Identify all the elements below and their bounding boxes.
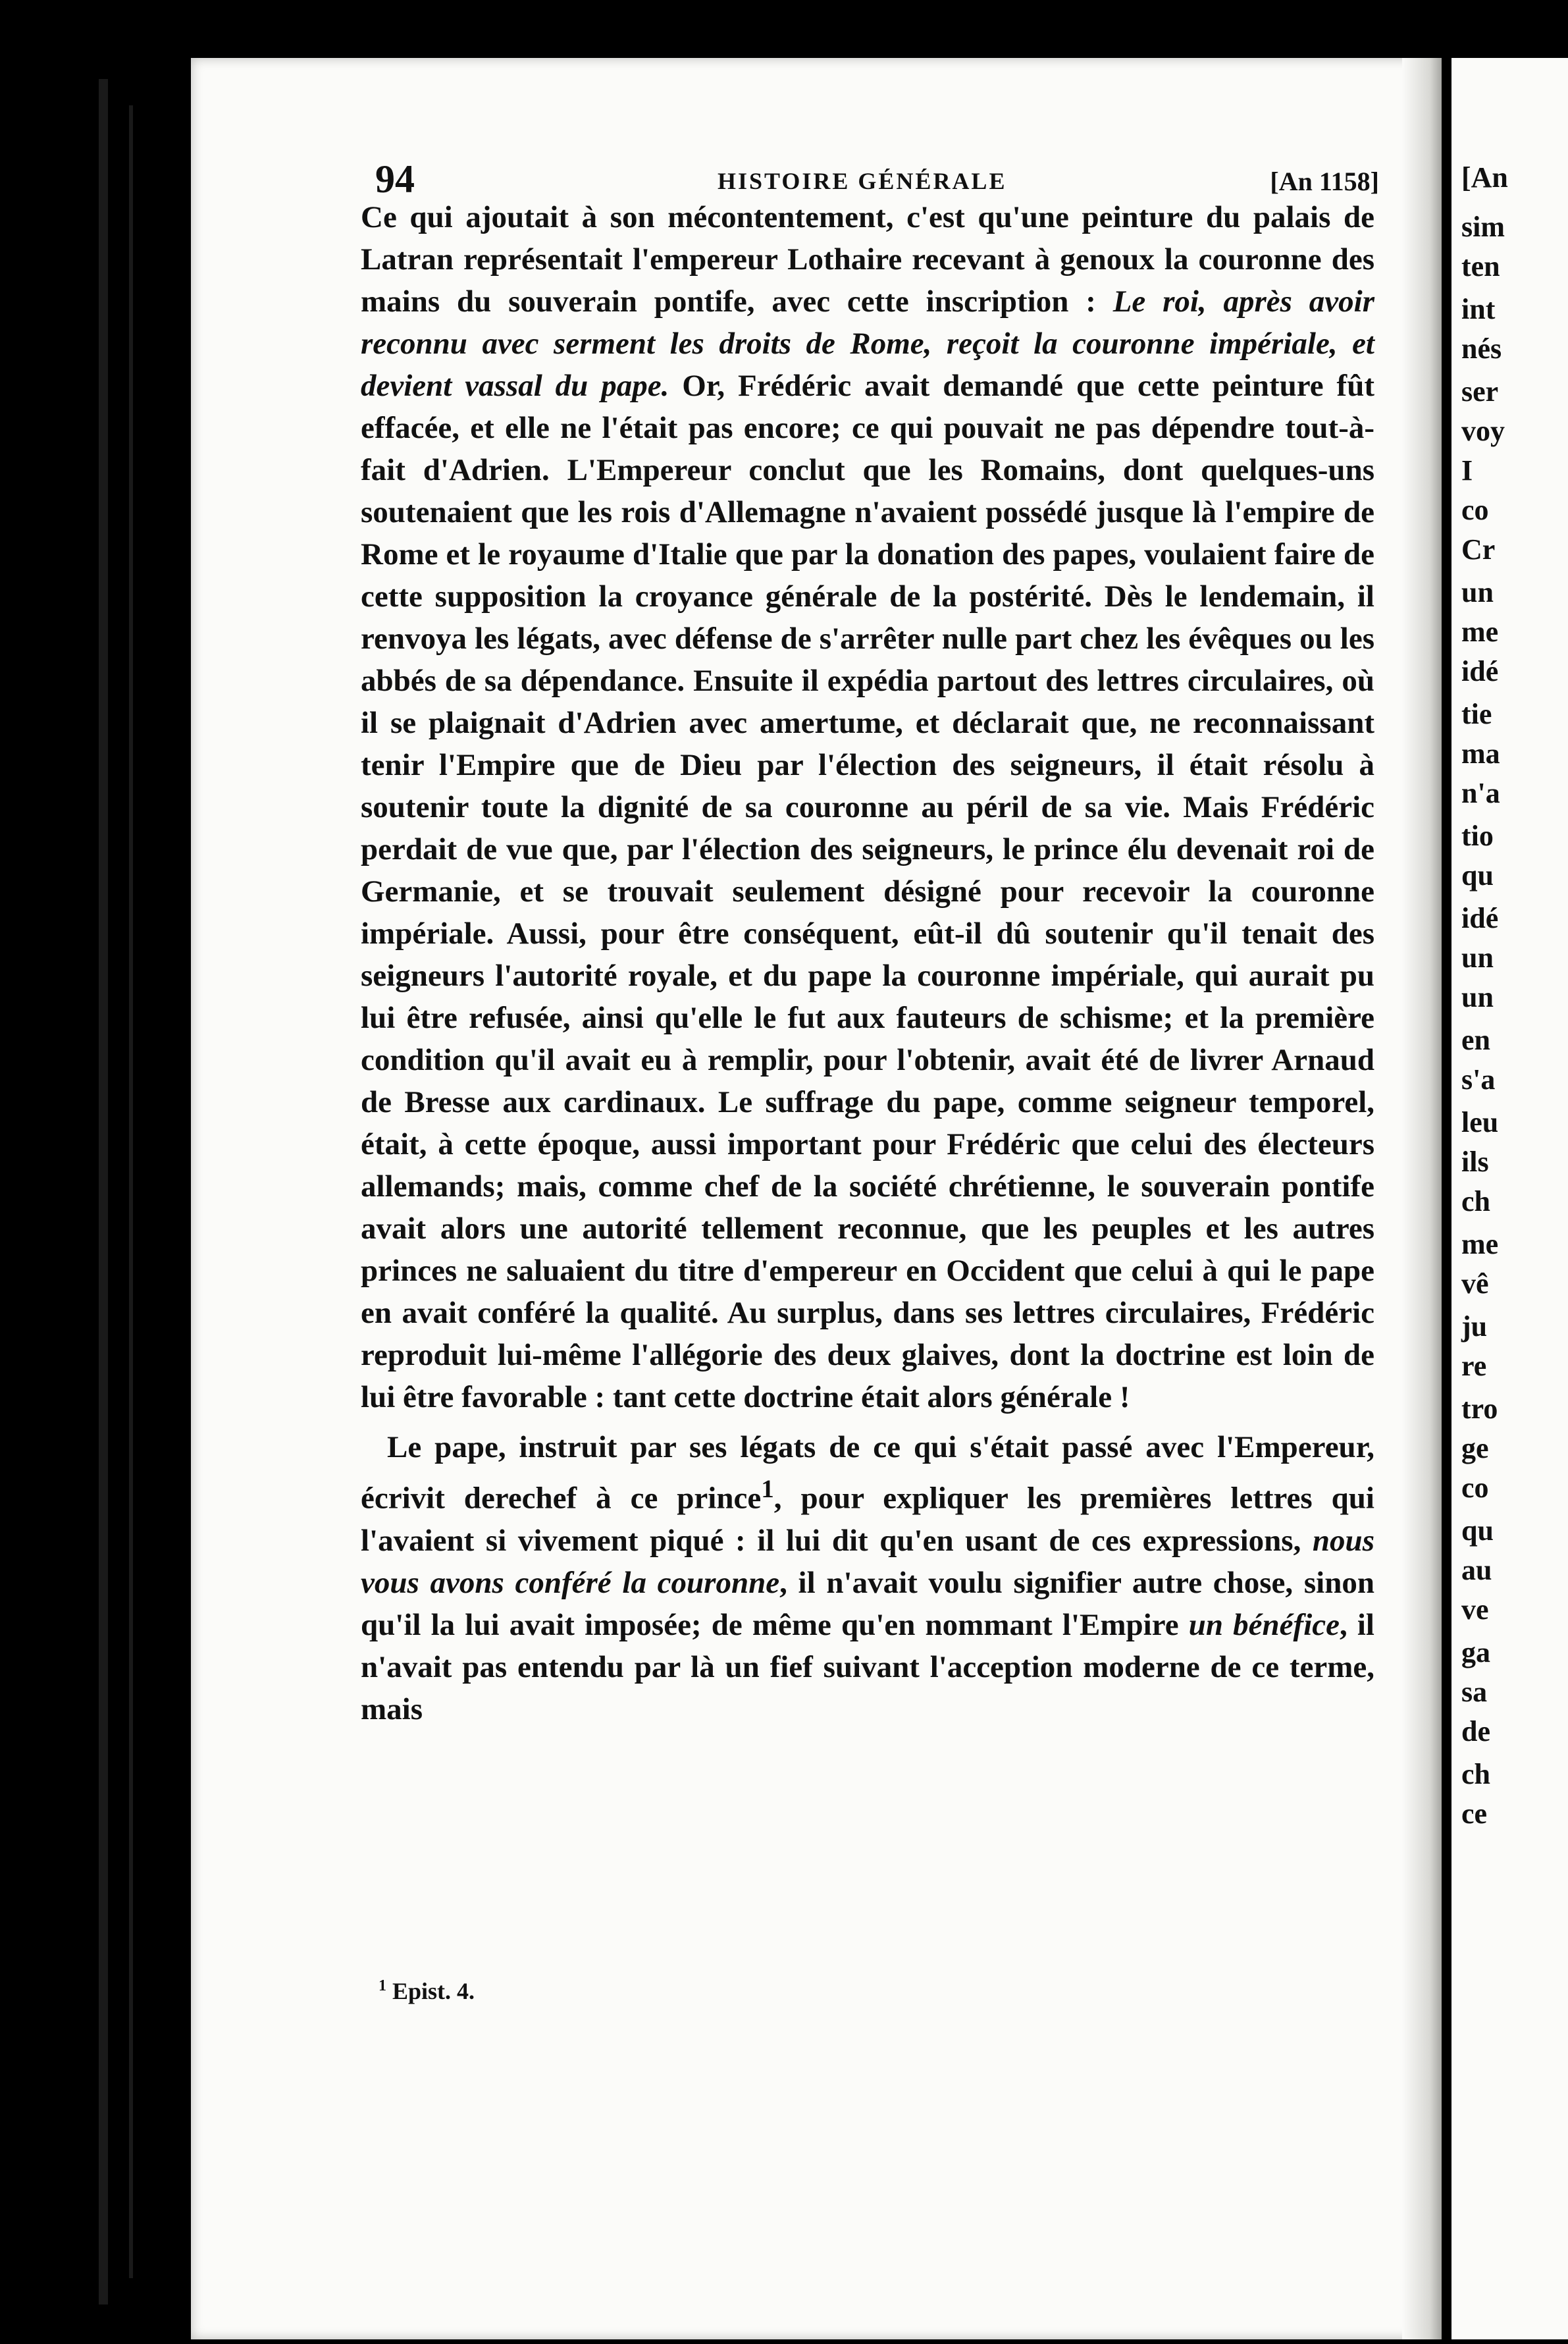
next-page-fragment: au [1461, 1554, 1492, 1586]
running-title: HISTOIRE GÉNÉRALE [718, 168, 1007, 194]
next-page-edge [1451, 58, 1568, 2339]
next-page-fragment: un [1461, 981, 1494, 1013]
next-page-fragment: tro [1461, 1393, 1498, 1425]
paragraph-2-text-b: , pour expliquer les premières lettres qui l'avaient si vivement piqué : il lui dit qu'en usant de ces expressions, [361, 1481, 1374, 1558]
next-page-fragment: n'a [1461, 777, 1500, 809]
binding-shadow [99, 79, 108, 2304]
next-page-fragment: sa [1461, 1676, 1488, 1708]
next-page-fragment: me [1461, 1228, 1499, 1260]
next-page-fragment: un [1461, 576, 1494, 608]
footnote [379, 1977, 475, 2005]
next-page-fragment: de [1461, 1715, 1490, 1747]
next-page-fragment: ten [1461, 250, 1500, 282]
paragraph-2-quote-couronne: nous vous avons conféré la couronne [361, 1523, 1374, 1600]
next-page-fragment: [An [1461, 161, 1508, 194]
next-page-fragment: nés [1461, 333, 1502, 365]
paragraph-1-inscription: Le roi, après avoir reconnu avec serment les droits de Rome, reçoit la couronne impériale, et devient vassal du pape. [361, 284, 1375, 403]
page-number: 94 [375, 157, 415, 201]
paragraph-2-quote-benefice: un bénéfice [1188, 1607, 1340, 1642]
next-page-fragment: ils [1461, 1146, 1489, 1178]
paragraph-2-text-c: , il n'avait voulu signifier autre chose, sinon qu'il la lui avait imposée; de même qu'en nommant l'Empire [361, 1565, 1375, 1642]
next-page-fragment: ce [1461, 1798, 1488, 1830]
next-page-fragment: qu [1461, 1514, 1494, 1547]
next-page-fragment: tio [1461, 820, 1494, 852]
next-page-fragment: ch [1461, 1185, 1490, 1217]
next-page-fragment: qu [1461, 859, 1494, 892]
next-page-fragment: re [1461, 1350, 1487, 1382]
footnote-marker: 1 [379, 1977, 386, 1994]
next-page-fragment: co [1461, 494, 1489, 526]
next-page-fragment: I [1461, 454, 1473, 487]
paragraph-2-text-d: , il n'avait pas entendu par là un fief suivant l'acception moderne de ce terme, mais [361, 1607, 1374, 1726]
next-page-fragment: vê [1461, 1267, 1489, 1300]
next-page-fragment: ge [1461, 1432, 1489, 1464]
footnote-text: Epist. 4. [386, 1978, 475, 2004]
next-page-fragment: ser [1461, 375, 1499, 408]
next-page-fragment: leu [1461, 1106, 1499, 1138]
next-page-fragment: ve [1461, 1593, 1489, 1626]
next-page-fragment: idé [1461, 902, 1499, 934]
next-page-fragment: ga [1461, 1636, 1490, 1668]
paragraph-1-text-b: Or, Frédéric avait demandé que cette peinture fût effacée, et elle ne l'était pas encore; ce qui pouvait ne pas dépendre tout-à-fait d'Adrien. L'Empereur conclut que les Romains, dont quelques-uns soutenaient que les rois d'Allemagne n'avaient possédé jusque là l'empire de Rome et le royaume d'Italie que par la donation des papes, voulaient faire de cette supposition la croyance générale de la postérité. Dès le lendemain, il renvoya les légats, avec défense de s'arrêter nulle part chez les évêques ou les abbés de sa dépendance. Ensuite il expédia partout des lettres circulaires, où il se plaignait d'Adrien avec amertume, et déclarait que, ne reconnaissant tenir l'Empire que de Dieu par l'élection des seigneurs, il était résolu à soutenir toute la dignité de sa couronne au péril de sa vie. Mais Frédéric perdait de vue que, par l'élection des seigneurs, le prince élu devenait roi de Germanie, et se trouvait seulement désigné pour recevoir la couronne impériale. Aussi, pour être conséquent, eût-il dû soutenir qu'il tenait des seigneurs l'autorité royale, et du pape la couronne impériale, qui aurait pu lui être refusée, ainsi qu'elle le fut aux fauteurs de schisme; et la première condition qu'il avait eu à remplir, pour l'obtenir, avait été de livrer Arnaud de Bresse aux cardinaux. Le suffrage du pape, comme seigneur temporel, était, à cette époque, aussi important pour Frédéric que celui des électeurs allemands; mais, comme chef de la société chrétienne, le souverain pontife avait alors une autorité tellement reconnue, que les peuples et les autres princes ne saluaient du titre d'empereur en Occident que celui à qui le pape en avait conféré la qualité. Au surplus, dans ses lettres circulaires, Frédéric reproduit lui-même l'allégorie des deux glaives, dont la doctrine est loin de lui être favorable : tant cette doctrine était alors générale ! [361, 369, 1374, 1414]
next-page-fragment: tie [1461, 698, 1492, 730]
next-page-fragment: int [1461, 293, 1496, 325]
next-page-fragment: en [1461, 1024, 1490, 1056]
next-page-fragment: idé [1461, 655, 1499, 687]
binding-shadow-line [129, 105, 133, 2278]
paragraph-2-text-a: Le pape, instruit par ses légats de ce qui s'était passé avec l'Empereur, écrivit derechef à ce prince [361, 1430, 1374, 1516]
next-page-fragment: Cr [1461, 533, 1496, 566]
next-page-fragment: me [1461, 616, 1499, 648]
year-marker: [An 1158] [1270, 167, 1379, 196]
next-page-fragment: sim [1461, 211, 1505, 243]
next-page-fragment: un [1461, 942, 1494, 974]
next-page-fragment: ju [1461, 1310, 1488, 1343]
next-page-fragment: co [1461, 1472, 1489, 1504]
next-page-fragment: ma [1461, 737, 1500, 770]
paragraph-1 [361, 196, 1374, 1418]
next-page-fragment: ch [1461, 1758, 1490, 1790]
page-header [375, 159, 1379, 199]
next-page-fragment: s'a [1461, 1063, 1496, 1096]
paragraph-1-text-a: Ce qui ajoutait à son mécontentement, c'est qu'une peinture du palais de Latran représentait l'empereur Lothaire recevant à genoux la couronne des mains du souverain pontife, avec cette inscription : [361, 200, 1374, 319]
paragraph-2 [361, 1426, 1374, 1730]
next-page-fragment: voy [1461, 415, 1505, 447]
body-text [361, 196, 1374, 1730]
footnote-reference: 1 [761, 1475, 774, 1503]
